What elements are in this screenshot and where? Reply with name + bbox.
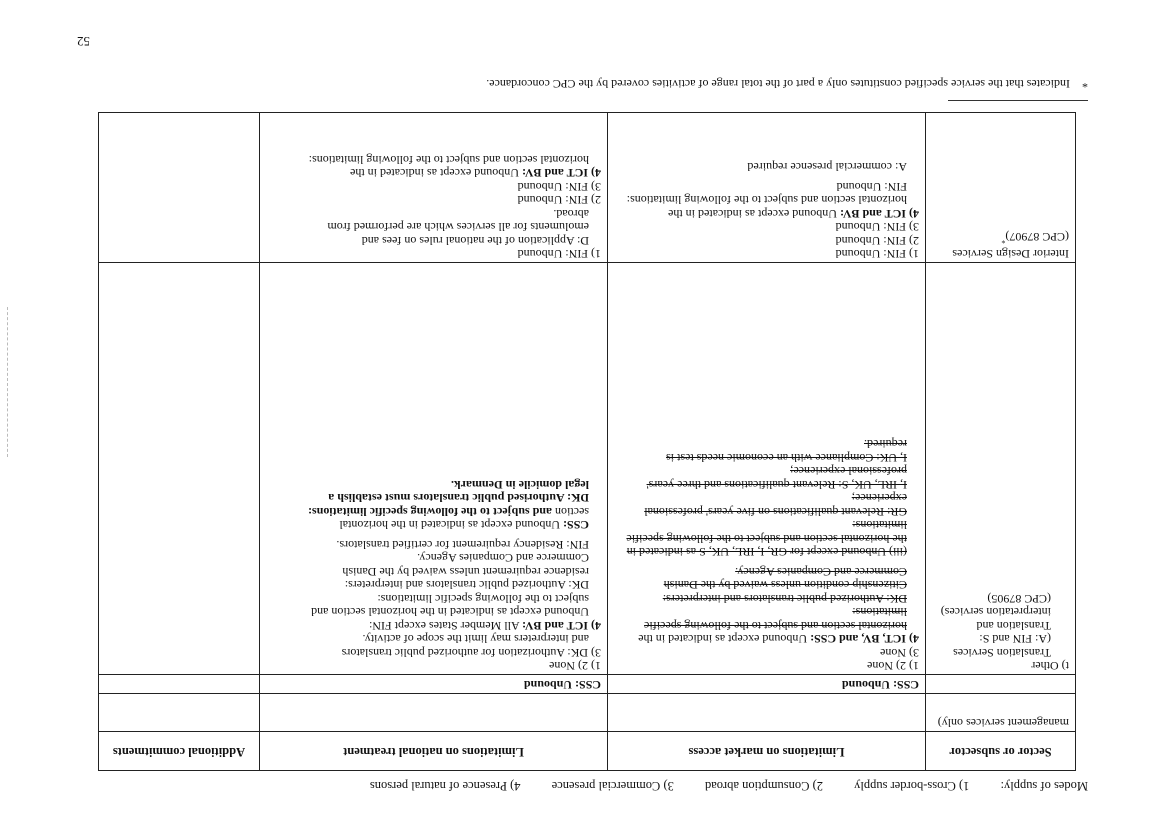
mode-3: 3) Commercial presence xyxy=(551,779,674,793)
page-number: 52 xyxy=(77,34,90,49)
header-sector: Sector or subsector xyxy=(926,732,1076,771)
sector-cell: t) Other Translation Services (A: FIN and S: Translation and interpretation services) (CPC 87905) xyxy=(926,263,1076,675)
margin-mark xyxy=(5,307,8,457)
footnote-text: Indicates that the service specified constitutes only a part of the total range of activities covered by the CPC concordance. xyxy=(486,77,1070,91)
table-row xyxy=(99,694,1076,732)
table-row xyxy=(99,675,1076,694)
market-cell: CSS: Unbound xyxy=(608,675,926,694)
mode-2: 2) Consumption abroad xyxy=(704,779,823,793)
market-cell: 1) FIN: Unbound 2) FIN: Unbound 3) FIN: Unbound 4) ICT and BV: Unbound except as indicated in the horizontal section and subject to the following limitations: FIN: Unbound A: commercial presence required xyxy=(608,113,926,263)
schedule-table xyxy=(98,113,1076,772)
header-national-treatment: Limitations on national treatment xyxy=(260,732,608,771)
national-cell: 1) FIN: Unbound D: Application of the national rules on fees and emoluments for all services which are performed from abroad. 2) FIN: Unbound 3) FIN: Unbound 4) ICT and BV: Unbound except as indicated in the horizontal section and subject to the following limitations: xyxy=(260,113,608,263)
header-row xyxy=(99,732,1076,771)
footnote-marker: * xyxy=(1082,77,1088,91)
table-row xyxy=(99,263,1076,675)
mode-4: 4) Presence of natural persons xyxy=(369,779,521,793)
national-cell: CSS: Unbound xyxy=(260,675,608,694)
modes-of-supply xyxy=(342,778,1088,793)
header-market-access: Limitations on market access xyxy=(608,732,926,771)
modes-label: Modes of supply: xyxy=(1000,779,1088,793)
footnote-rule xyxy=(948,100,1088,101)
header-additional: Additional commitments xyxy=(99,732,260,771)
sector-cell: Interior Design Services (CPC 87907)* xyxy=(926,113,1076,263)
sector-cell: management services only) xyxy=(926,694,1076,732)
national-cell: 1) 2) None 3) DK: Authorization for authorized public translators and interpreters may limit the scope of activity. 4) ICT and BV: All Member States except FIN: Unbound except as indicated in the horizontal section and subject to the following specific limitations: DK: Authorized public translators and interpreters: residence requirement unless waived by the Danish Commerce and Companies Agency. FIN: Residency requirement for certified translators. CSS: Unbound except as indicated in the horizontal section and subject to the following specific limitations: DK: Authorised public translators must establish a legal domicile in Denmark. xyxy=(260,263,608,675)
market-cell: 1) 2) None 3) None 4) ICT, BV, and CSS: Unbound except as indicated in the horizontal section and subject to the following specific limitations: DK: Authorized public translators and interpreters: Citizenship condition unless waived by the Danish Commerce and Companies Agency. (iii) Unbound except for GR, I, IRL, UK, S as indicated in the horizontal section and subject to the following specific limitations: GR: Relevant qualifications on five years' professional experience; I, IRL, UK, S: Relevant qualifications and three years' professional experience; I, UK: Compliance with an economic needs test is required. xyxy=(608,263,926,675)
mode-1: 1) Cross-border supply xyxy=(854,779,970,793)
table-row xyxy=(99,113,1076,263)
